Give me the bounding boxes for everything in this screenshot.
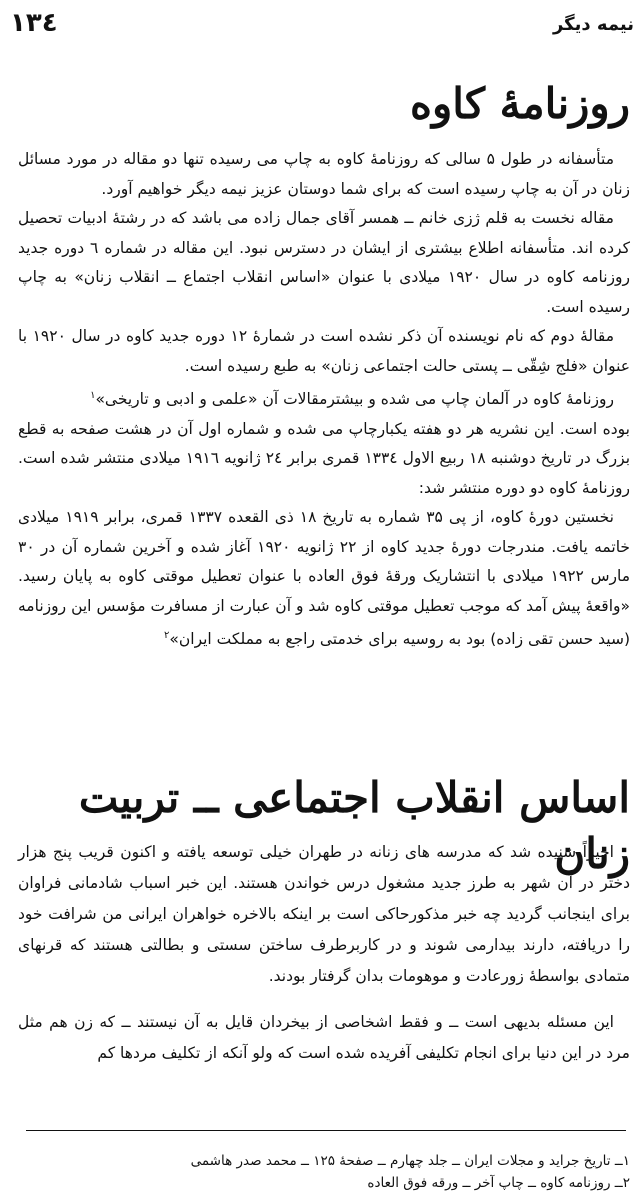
section-body-kaveh — [18, 145, 630, 655]
paragraph: بوده است. این نشریه هر دو هفته یکبارچاپ می شده و شماره اول آن در هشت صفحه به قطع بزرگ در تاریخ دوشنبه ۱۸ ربیع الاول ۱۳۳٤ قمری برابر ۲٤ ژانویه ۱۹۱٦ میلادی منتشر شده است. روزنامهٔ کاوه دو دوره منتشر شد: — [18, 419, 631, 497]
footnote-divider — [26, 1130, 626, 1131]
footnote: ۱ــ تاریخ جراید و مجلات ایران ــ جلد چهارم ــ صفحهٔ ۱۲۵ ــ محمد صدر هاشمی — [190, 1153, 630, 1169]
page-header — [10, 8, 634, 42]
paragraph — [18, 503, 630, 655]
paragraph: مقاله نخست به قلم ژزی خانم ــ همسر آقای جمال زاده می باشد که در رشتهٔ ادبیات تحصیل کرده اند. متأسفانه اطلاع بیشتری از ایشان در دسترس نبود. این مقاله در شماره ٦ دوره جدید روزنامه کاوه در سال ۱۹۲۰ میلادی با عنوان «اساس انقلاب اجتماع ــ انقلاب زنان» به چاپ رسیده است. — [18, 209, 630, 316]
footnote: ۲ــ روزنامه کاوه ــ چاپ آخر ــ ورقه فوق العاده — [367, 1175, 630, 1191]
paragraph: اخیراً شنیده شد که مدرسه های زنانه در طهران خیلی توسعه یافته و اکنون قریب پنج هزار دختر در آن شهر به طرز جدید مشغول درس خواندن هستند. این خبر اسباب شادمانی فراوان برای اینجانب گردید چه خبر مذکورحاکی است بر اینکه بالاخره خواهران ایرانی من شرافت خود را دریافته، دارند بیدارمی شوند و در کاربرطرف ساختن سستی و بطالتی هستند که قرنهای متمادی بواسطهٔ زورعادت و موهومات بدان گرفتار بودند. — [18, 843, 630, 985]
paragraph: مقالهٔ دوم که نام نویسنده آن ذکر نشده است در شمارهٔ ۱۲ دوره جدید کاوه در سال ۱۹۲۰ با عنوان «فلج شِقّی ــ پستی حالت اجتماعی زنان» به طبع رسیده است. — [18, 327, 630, 375]
footnote-ref: ۱ — [90, 390, 96, 401]
footnote-ref: ۲ — [164, 630, 170, 642]
paragraph — [18, 381, 630, 415]
footnotes — [18, 1150, 630, 1194]
running-title: نیمه دیگر — [552, 14, 634, 35]
paragraph: این مسئله بدیهی است ــ و فقط اشخاصی از بیخردان قایل به آن نیستند ــ که زن هم مثل مرد در این دنیا برای انجام تکلیفی آفریده شده است که ولو آنکه از تکلیف مردها کم — [18, 1013, 630, 1062]
paragraph-text: نخستین دورهٔ کاوه، از پی ۳۵ شماره به تاریخ ۱۸ ذی القعده ۱۳۳۷ قمری، برابر ۱۹۱۹ میلادی خاتمه یافت. مندرجات دورهٔ جدید کاوه از ۲۲ ژانویه ۱۹۲۰ آغاز شده و آخرین شماره آن در ۳۰ مارس ۱۹۲۲ میلادی با انتشاریک ورقهٔ فوق العاده با عنوان تعطیل موقتی کاوه به پایان رسید. «واقعهٔ پیش آمد که موجب تعطیل موقتی کاوه شد و آن عبارت از مسافرت مؤسس این روزنامه (سید حسن تقی زاده) بود به روسیه برای خدمتی راجع به مملکت ایران» — [18, 508, 630, 649]
paragraph-text: روزنامهٔ کاوه در آلمان چاپ می شده و بیشترمقالات آن «علمی و ادبی و تاریخی» — [95, 390, 614, 409]
page-number: ۱۳٤ — [10, 8, 58, 38]
section-body-social-revolution — [18, 837, 630, 1069]
section-title-kaveh: روزنامهٔ کاوه — [409, 79, 630, 128]
section-title-social-revolution: اساس انقلاب اجتماعی ــ تربیت زنان — [78, 773, 630, 878]
paragraph: متأسفانه در طول ۵ سالی که روزنامهٔ کاوه به چاپ می رسیده تنها دو مقاله در مورد مسائل زنان در آن به چاپ رسیده است که برای شما دوستان عزیز نیمه دیگر خواهیم آورد. — [18, 150, 630, 198]
